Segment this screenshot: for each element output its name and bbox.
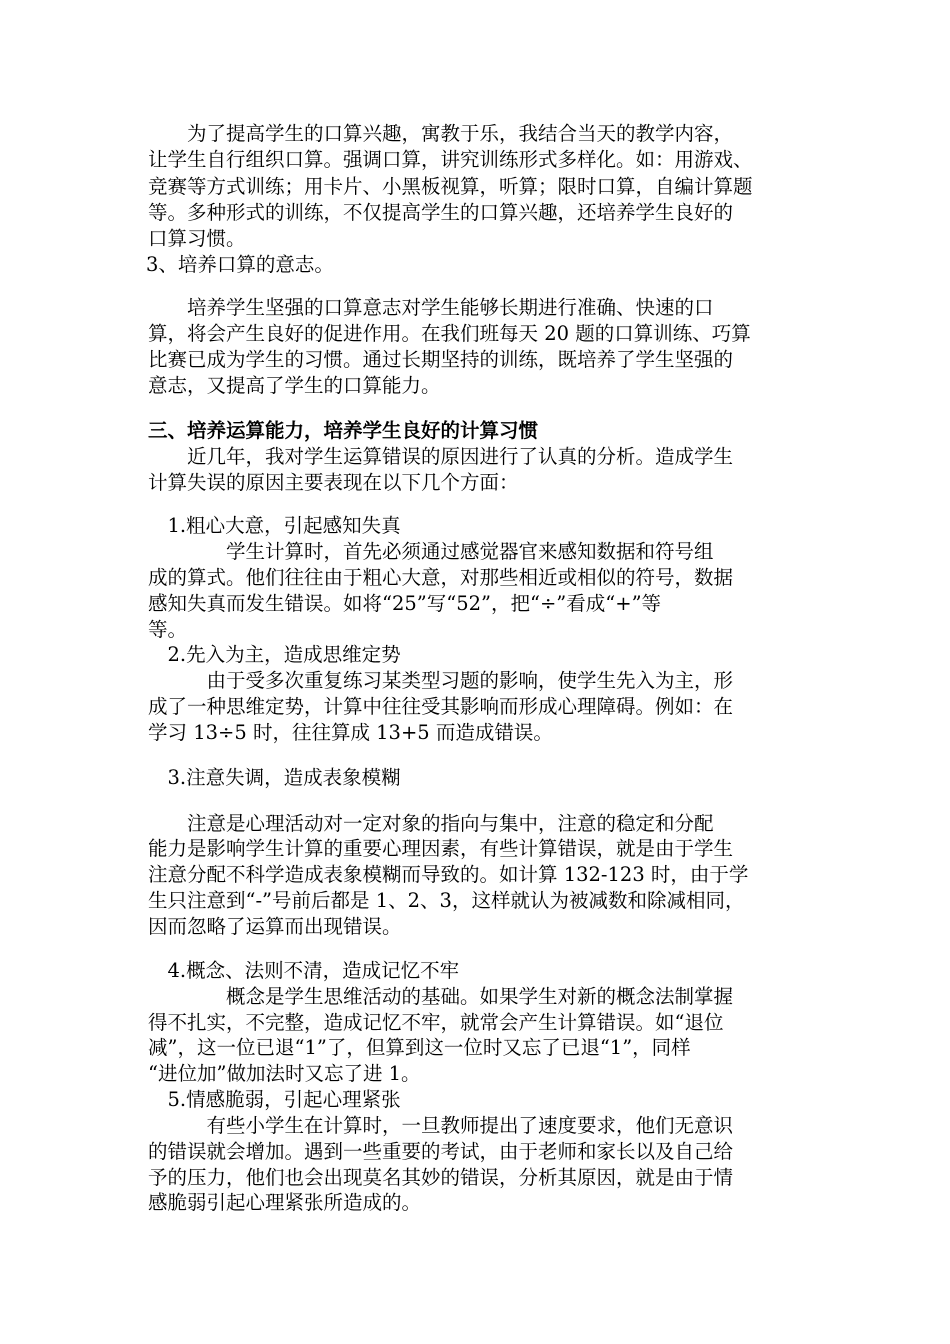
section-heading: 三、培养运算能力，培养学生良好的计算习惯 [148,419,539,442]
paragraph-line: 由于受多次重复练习某类型习题的影响，使学生先入为主，形 [148,669,734,692]
paragraph-line: 意志，又提高了学生的口算能力。 [148,374,441,397]
paragraph-line: 让学生自行组织口算。强调口算，讲究训练形式多样化。如：用游戏、 [148,148,753,171]
paragraph-line: 注意分配不科学造成表象模糊而导致的。如计算 132-123 时，由于学 [148,863,749,886]
paragraph-line: 近几年，我对学生运算错误的原因进行了认真的分析。造成学生 [148,445,734,468]
paragraph-line: 得不扎实，不完整，造成记忆不牢，就常会产生计算错误。如“退位 [148,1011,724,1034]
paragraph-line: 因而忽略了运算而出现错误。 [148,915,402,938]
paragraph-line: 的错误就会增加。遇到一些重要的考试，由于老师和家长以及自己给 [148,1140,734,1163]
paragraph-line: 予的压力，他们也会出现莫名其妙的错误，分析其原因，就是由于情 [148,1166,734,1189]
paragraph-line: 有些小学生在计算时，一旦教师提出了速度要求，他们无意识 [148,1114,734,1137]
paragraph-line: 学习 13÷5 时，往往算成 13+5 而造成错误。 [148,721,553,744]
paragraph-line: 计算失误的原因主要表现在以下几个方面： [148,471,519,494]
paragraph-line: 等。 [148,618,188,641]
paragraph-line: 注意是心理活动对一定对象的指向与集中，注意的稳定和分配 [148,812,714,835]
paragraph-line: 等。多种形式的训练，不仅提高学生的口算兴趣，还培养学生良好的 [148,201,734,224]
paragraph-line: 生只注意到“-”号前后都是 1、2、3，这样就认为被减数和除减相同， [148,889,745,912]
paragraph-line: 成了一种思维定势，计算中往往受其影响而形成心理障碍。例如：在 [148,695,734,718]
paragraph-line: 竞赛等方式训练；用卡片、小黑板视算，听算；限时口算，自编计算题 [148,175,753,198]
paragraph-line: 减”，这一位已退“1”了，但算到这一位时又忘了已退“1”，同样 [148,1036,691,1059]
item-heading: 4.概念、法则不清，造成记忆不牢 [148,959,460,982]
paragraph-line: 成的算式。他们往往由于粗心大意，对那些相近或相似的符号，数据 [148,566,734,589]
paragraph-line: “进位加”做加法时又忘了进 1。 [148,1062,421,1085]
paragraph-line: 算，将会产生良好的促进作用。在我们班每天 20 题的口算训练、巧算 [148,322,751,345]
paragraph-line: 口算习惯。 [148,227,246,250]
subsection-heading: 3、培养口算的意志。 [146,253,334,276]
paragraph-line: 学生计算时，首先必须通过感觉器官来感知数据和符号组 [148,540,714,563]
paragraph-line: 能力是影响学生计算的重要心理因素，有些计算错误，就是由于学生 [148,837,734,860]
paragraph-line: 感知失真而发生错误。如将“25”写“52”，把“÷”看成“+”等 [148,592,662,615]
paragraph-line: 概念是学生思维活动的基础。如果学生对新的概念法制掌握 [148,985,734,1008]
item-heading: 5.情感脆弱，引起心理紧张 [148,1088,401,1111]
item-heading: 3.注意失调，造成表象模糊 [148,766,401,789]
paragraph-line: 比赛已成为学生的习惯。通过长期坚持的训练，既培养了学生坚强的 [148,348,734,371]
paragraph-line: 感脆弱引起心理紧张所造成的。 [148,1191,422,1214]
paragraph-line: 培养学生坚强的口算意志对学生能够长期进行准确、快速的口 [148,296,714,319]
item-heading: 1.粗心大意，引起感知失真 [148,514,401,537]
item-heading: 2.先入为主，造成思维定势 [148,643,401,666]
paragraph-line: 为了提高学生的口算兴趣，寓教于乐，我结合当天的教学内容， [148,122,734,145]
